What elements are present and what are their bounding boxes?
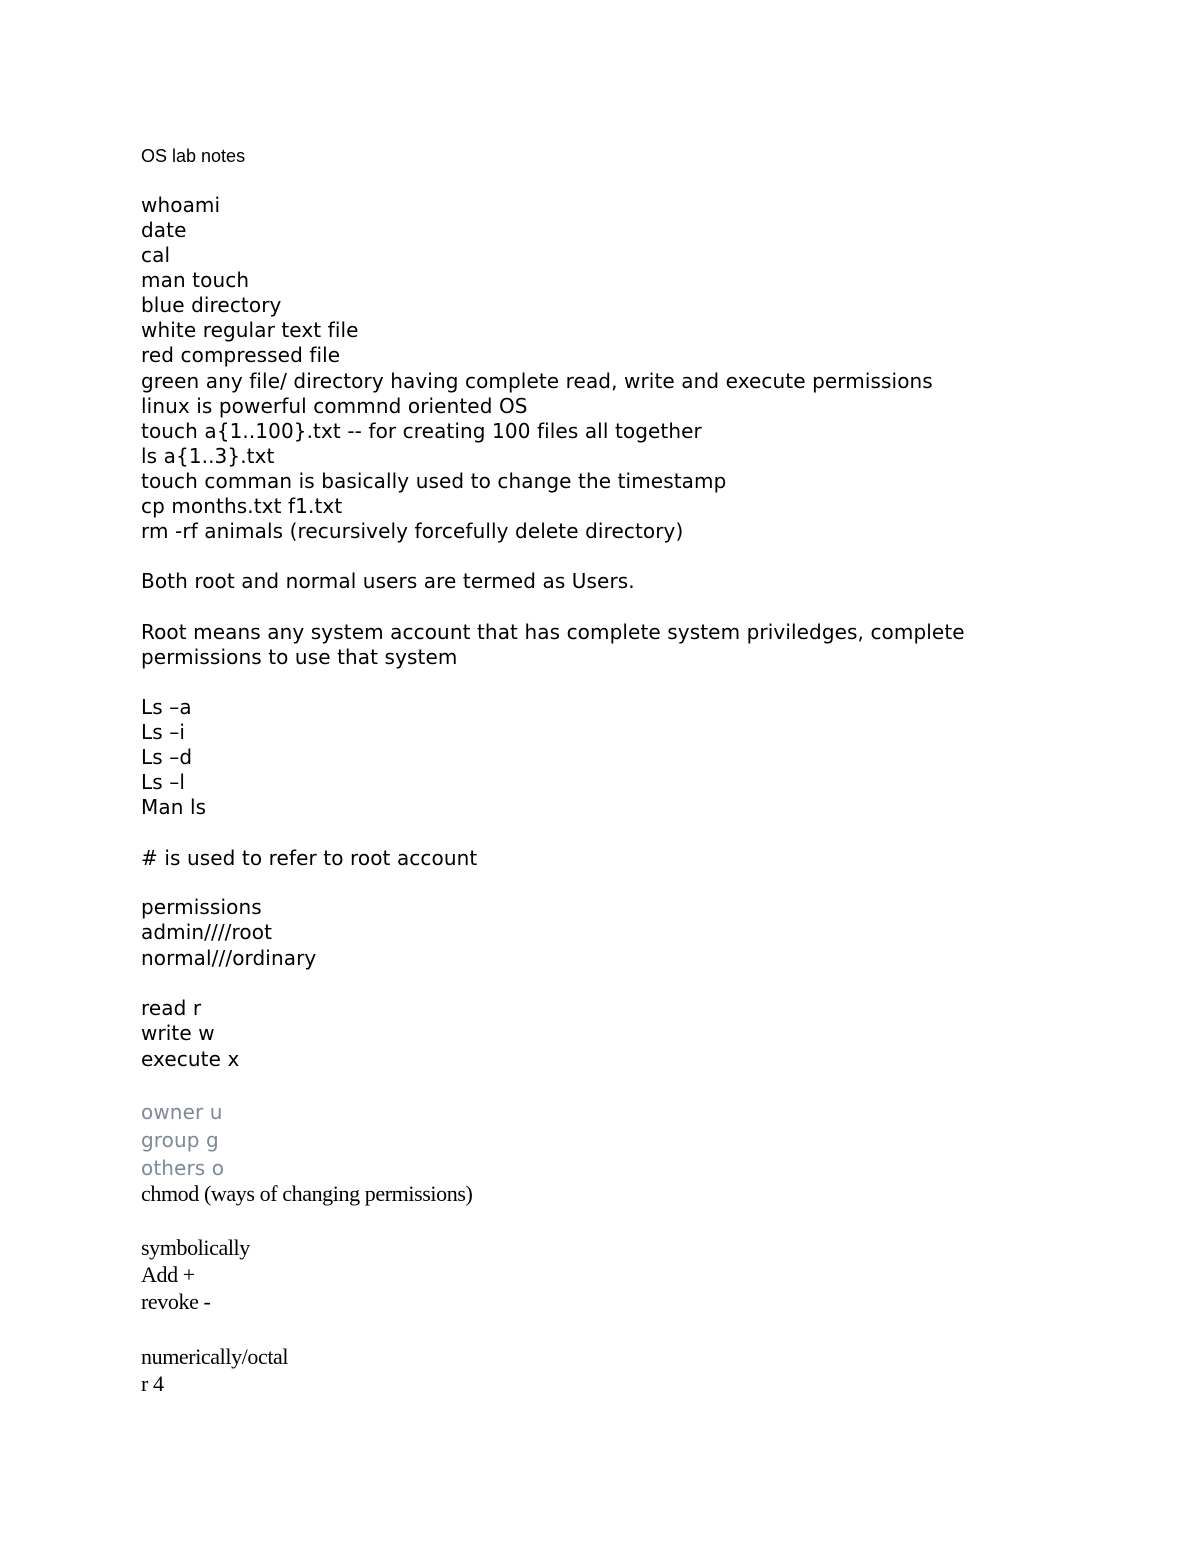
- note-line: red compressed file: [141, 343, 341, 367]
- note-line: execute x: [141, 1047, 240, 1071]
- note-line: r 4: [141, 1371, 164, 1396]
- note-line: whoami: [141, 193, 221, 217]
- note-line: normal///ordinary: [141, 946, 317, 970]
- note-line: Ls –d: [141, 745, 193, 769]
- note-line: white regular text file: [141, 318, 359, 342]
- note-line: symbolically: [141, 1235, 250, 1260]
- note-line: linux is powerful commnd oriented OS: [141, 394, 528, 418]
- note-line: revoke -: [141, 1289, 211, 1314]
- note-line: write w: [141, 1021, 215, 1045]
- note-line: group g: [141, 1128, 219, 1152]
- note-line: Man ls: [141, 795, 207, 819]
- note-line: touch comman is basically used to change the timestamp: [141, 469, 727, 493]
- note-line: Ls –i: [141, 720, 185, 744]
- note-line: read r: [141, 996, 202, 1020]
- document-title: OS lab notes: [141, 146, 246, 166]
- note-line: green any file/ directory having complete read, write and execute permissions: [141, 369, 933, 393]
- note-line: Both root and normal users are termed as Users.: [141, 569, 635, 593]
- note-line: Add +: [141, 1262, 195, 1287]
- note-line: rm -rf animals (recursively forcefully delete directory): [141, 519, 684, 543]
- note-line: numerically/octal: [141, 1344, 289, 1369]
- note-line: ls a{1..3}.txt: [141, 444, 275, 468]
- note-line: Ls –l: [141, 770, 185, 794]
- note-line: man touch: [141, 268, 250, 292]
- note-line: owner u: [141, 1100, 223, 1124]
- note-line: Ls –a: [141, 695, 192, 719]
- note-line: permissions to use that system: [141, 645, 458, 669]
- note-line: chmod (ways of changing permissions): [141, 1181, 473, 1206]
- note-line: Root means any system account that has complete system priviledges, complete: [141, 620, 965, 644]
- note-line: others o: [141, 1156, 225, 1180]
- note-line: permissions: [141, 895, 262, 919]
- note-line: blue directory: [141, 293, 282, 317]
- note-line: cal: [141, 243, 171, 267]
- note-line: admin////root: [141, 920, 273, 944]
- note-line: date: [141, 218, 187, 242]
- note-line: # is used to refer to root account: [141, 846, 478, 870]
- note-line: cp months.txt f1.txt: [141, 494, 343, 518]
- note-line: touch a{1..100}.txt -- for creating 100 files all together: [141, 419, 702, 443]
